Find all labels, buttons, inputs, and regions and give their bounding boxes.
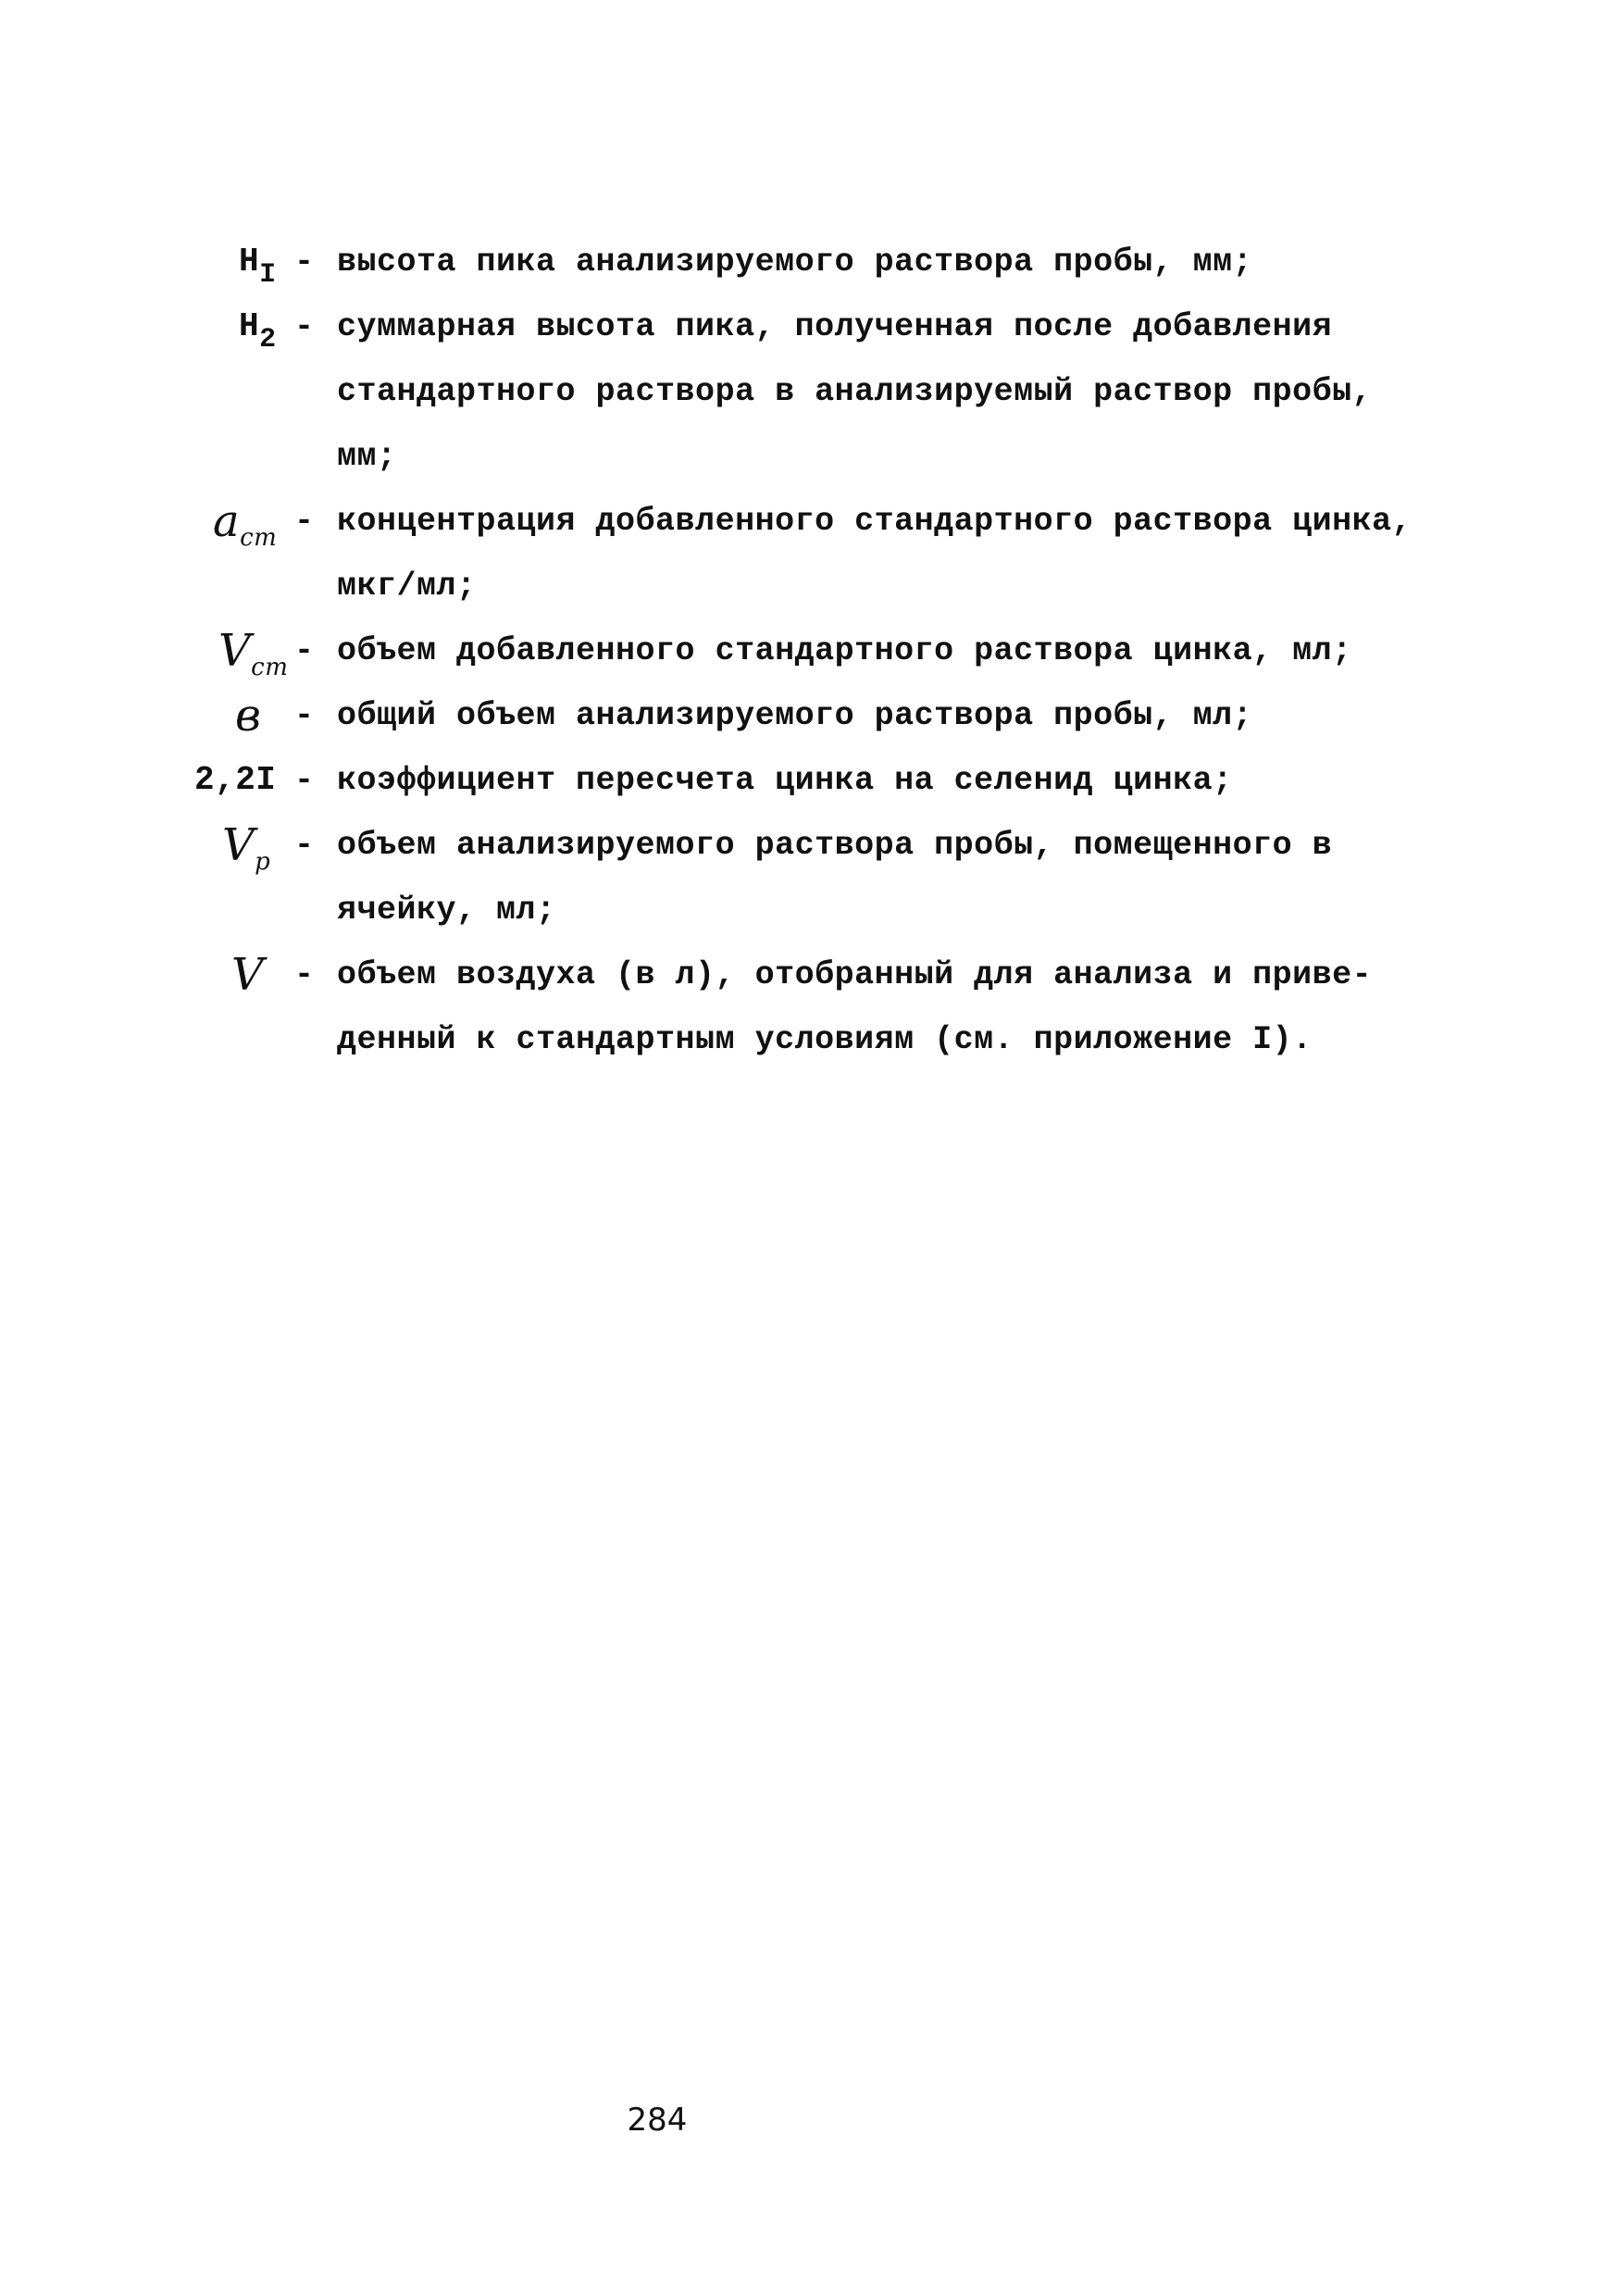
symbol-coefficient: 2,2I	[194, 761, 277, 799]
dash: -	[294, 956, 315, 993]
definition-h1	[185, 230, 1462, 294]
dash: -	[294, 503, 315, 540]
dash: -	[294, 697, 315, 734]
definition-text: суммарная высота пика, полученная после добавления	[337, 308, 1333, 345]
dash: -	[294, 308, 315, 345]
definition-a-st	[185, 489, 1462, 618]
dash: -	[294, 243, 315, 281]
definition-text-continued: стандартного раствора в анализируемый раствор пробы,	[337, 373, 1373, 410]
definition-text: общий объем анализируемого раствора пробы, мл;	[337, 697, 1253, 734]
symbol-v-st: $V_{ст}$	[218, 625, 289, 681]
definition-coefficient	[185, 748, 1462, 813]
definition-v-p	[185, 813, 1462, 942]
definition-text-continued: мм;	[337, 438, 397, 475]
dash: -	[294, 632, 315, 669]
definition-text: объем добавленного стандартного раствора цинка, мл;	[337, 632, 1352, 669]
definition-text: объем анализируемого раствора пробы, помещенного в	[337, 827, 1333, 864]
definition-text: высота пика анализируемого раствора пробы, мм;	[337, 243, 1253, 281]
definition-v	[185, 942, 1462, 1072]
definition-v-st	[185, 618, 1462, 683]
symbol-h2: $H_2$	[239, 307, 277, 356]
symbol-v-p: $V_р$	[222, 819, 271, 876]
page-number: 284	[627, 2102, 688, 2139]
definitions-list	[185, 230, 1462, 1072]
dash: -	[294, 827, 315, 864]
definition-b	[185, 683, 1462, 748]
definition-text-continued: мкг/мл;	[337, 568, 477, 605]
definition-text: коэффициент пересчета цинка на селенид цинка;	[337, 762, 1233, 799]
dash: -	[294, 762, 315, 799]
definition-text-continued: ячейку, мл;	[337, 892, 556, 929]
symbol-b: в	[235, 690, 262, 742]
symbol-v: V	[231, 949, 265, 1001]
definition-h2	[185, 294, 1462, 489]
symbol-h1: $H_I$	[239, 243, 277, 291]
symbol-a-st: $a_{ст}$	[213, 495, 278, 552]
definition-text: объем воздуха (в л), отобранный для анализа и приве-	[337, 956, 1373, 993]
definition-text: концентрация добавленного стандартного раствора цинка,	[337, 503, 1413, 540]
definition-text-continued: денный к стандартным условиям (см. приложение I).	[337, 1021, 1313, 1058]
